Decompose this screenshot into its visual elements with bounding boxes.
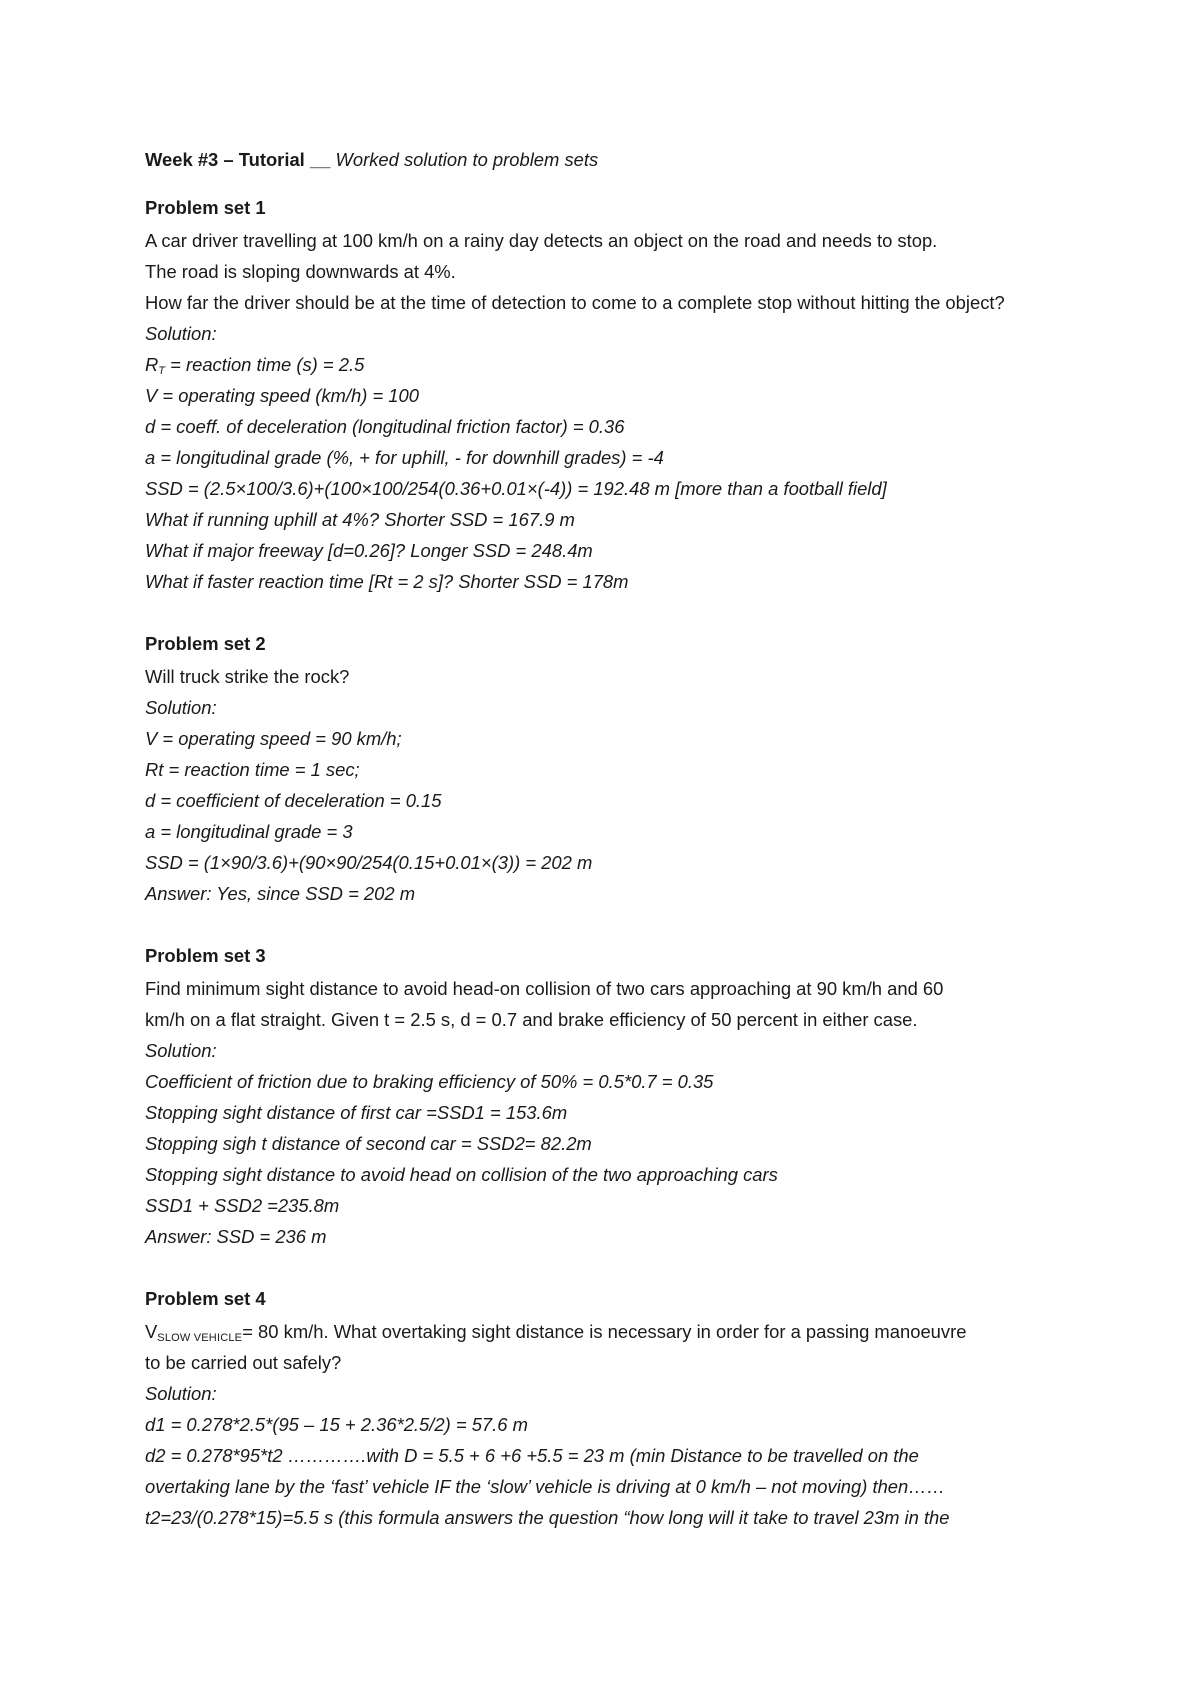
problem-set-1-question-line: A car driver travelling at 100 km/h on a rainy day detects an object on the road and needs to stop. bbox=[145, 230, 938, 251]
solution-line: V = operating speed (km/h) = 100 bbox=[145, 385, 419, 406]
rt-symbol: R bbox=[145, 354, 159, 375]
problem-set-1-heading: Problem set 1 bbox=[145, 197, 266, 218]
problem-set-4-question-line bbox=[145, 1316, 1075, 1347]
problem-set-2-heading: Problem set 2 bbox=[145, 633, 266, 654]
solution-line: SSD = (2.5×100/3.6)+(100×100/254(0.36+0.01×(-4)) = 192.48 m [more than a football field] bbox=[145, 478, 887, 499]
solution-line: a = longitudinal grade = 3 bbox=[145, 821, 353, 842]
solution-label: Solution: bbox=[145, 1383, 217, 1404]
solution-line: Stopping sight distance to avoid head on collision of the two approaching cars bbox=[145, 1164, 778, 1185]
v-subscript: SLOW VEHICLE bbox=[157, 1332, 243, 1344]
title-italic-part: Worked solution to problem sets bbox=[335, 149, 599, 170]
document-body bbox=[145, 144, 1075, 1564]
solution-label: Solution: bbox=[145, 323, 217, 344]
solution-line: overtaking lane by the ‘fast’ vehicle IF the ‘slow’ vehicle is driving at 0 km/h – not moving) then…… bbox=[145, 1476, 946, 1497]
solution-line: a = longitudinal grade (%, + for uphill, - for downhill grades) = -4 bbox=[145, 447, 664, 468]
reaction-time-line bbox=[145, 349, 1075, 380]
problem-set-3-question-line: km/h on a flat straight. Given t = 2.5 s, d = 0.7 and brake efficiency of 50 percent in either case. bbox=[145, 1009, 918, 1030]
solution-line: What if major freeway [d=0.26]? Longer SSD = 248.4m bbox=[145, 540, 593, 561]
solution-line: SSD = (1×90/3.6)+(90×90/254(0.15+0.01×(3)) = 202 m bbox=[145, 852, 593, 873]
rt-definition: = reaction time (s) = 2.5 bbox=[165, 354, 365, 375]
solution-label: Solution: bbox=[145, 1040, 217, 1061]
problem-set-1 bbox=[145, 192, 1075, 597]
problem-set-4 bbox=[145, 1283, 1075, 1533]
v-question-rest: = 80 km/h. What overtaking sight distance is necessary in order for a passing manoeuvre bbox=[242, 1321, 967, 1342]
solution-line: SSD1 + SSD2 =235.8m bbox=[145, 1195, 340, 1216]
problem-set-1-question-line: The road is sloping downwards at 4%. bbox=[145, 261, 456, 282]
rt-subscript: T bbox=[158, 365, 166, 377]
problem-set-4-question-line: to be carried out safely? bbox=[145, 1352, 342, 1373]
solution-label: Solution: bbox=[145, 697, 217, 718]
solution-line: What if running uphill at 4%? Shorter SSD = 167.9 m bbox=[145, 509, 575, 530]
solution-line: d1 = 0.278*2.5*(95 – 15 + 2.36*2.5/2) = 57.6 m bbox=[145, 1414, 528, 1435]
solution-line: What if faster reaction time [Rt = 2 s]? Shorter SSD = 178m bbox=[145, 571, 629, 592]
problem-set-3 bbox=[145, 940, 1075, 1252]
problem-set-2-question: Will truck strike the rock? bbox=[145, 666, 350, 687]
solution-line: d2 = 0.278*95*t2 ………….with D = 5.5 + 6 +6 +5.5 = 23 m (min Distance to be travelled on the bbox=[145, 1445, 919, 1466]
solution-line: d = coeff. of deceleration (longitudinal friction factor) = 0.36 bbox=[145, 416, 625, 437]
solution-line: d = coefficient of deceleration = 0.15 bbox=[145, 790, 442, 811]
title-bold-part: Week #3 – Tutorial __ bbox=[145, 149, 331, 170]
solution-line: Stopping sight distance of first car =SSD1 = 153.6m bbox=[145, 1102, 568, 1123]
problem-set-1-question-line: How far the driver should be at the time of detection to come to a complete stop without hitting the object? bbox=[145, 292, 1005, 313]
solution-line: t2=23/(0.278*15)=5.5 s (this formula answers the question “how long will it take to travel 23m in the bbox=[145, 1507, 950, 1528]
problem-set-3-heading: Problem set 3 bbox=[145, 945, 266, 966]
v-symbol: V bbox=[145, 1321, 158, 1342]
solution-line: Stopping sigh t distance of second car = SSD2= 82.2m bbox=[145, 1133, 592, 1154]
problem-set-2 bbox=[145, 628, 1075, 909]
document-title bbox=[145, 144, 1075, 175]
problem-set-3-question-line: Find minimum sight distance to avoid head-on collision of two cars approaching at 90 km/h and 60 bbox=[145, 978, 944, 999]
solution-line: Rt = reaction time = 1 sec; bbox=[145, 759, 360, 780]
solution-line: V = operating speed = 90 km/h; bbox=[145, 728, 402, 749]
problem-set-4-heading: Problem set 4 bbox=[145, 1288, 266, 1309]
solution-line: Coefficient of friction due to braking efficiency of 50% = 0.5*0.7 = 0.35 bbox=[145, 1071, 714, 1092]
answer-line: Answer: SSD = 236 m bbox=[145, 1226, 327, 1247]
answer-line: Answer: Yes, since SSD = 202 m bbox=[145, 883, 416, 904]
